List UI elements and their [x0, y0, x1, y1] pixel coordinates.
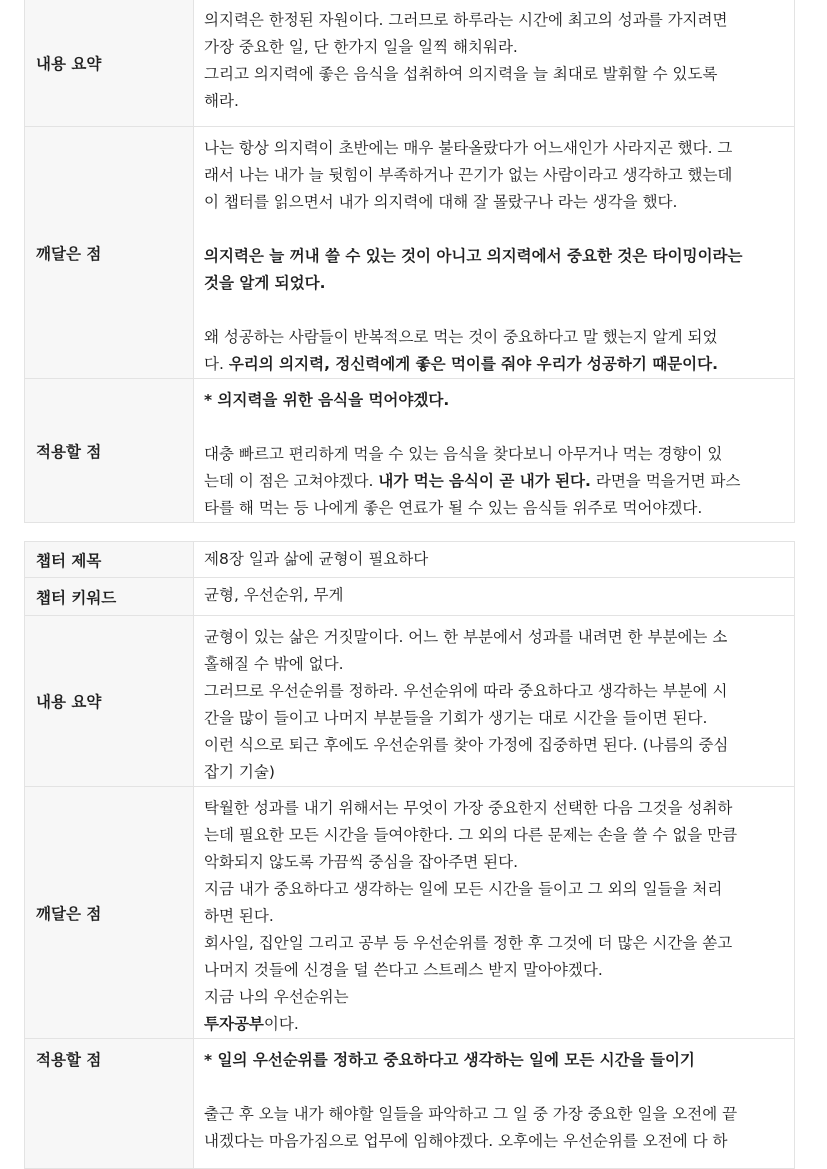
row-label: 깨달은 점	[25, 787, 194, 1039]
text-line	[204, 822, 784, 849]
text-run: 타를 해 먹는 등 나에게 좋은 연료가 될 수 있는 음식들 위주로 먹어야겠다.	[204, 499, 703, 517]
text-line	[204, 7, 784, 34]
text-line	[204, 243, 784, 270]
row-summary	[25, 0, 795, 127]
row-label: 내용 요약	[25, 616, 194, 787]
text-line	[204, 849, 784, 876]
chapter-keyword: 균형, 우선순위, 무게	[194, 578, 795, 616]
text-line	[204, 162, 784, 189]
row-content	[194, 0, 795, 127]
text-line	[204, 61, 784, 88]
row-label: 적용할 점	[25, 1039, 194, 1169]
text-line	[204, 1128, 784, 1155]
row-content	[194, 1039, 795, 1169]
text-line	[204, 930, 784, 957]
text-line	[204, 651, 784, 678]
text-run: 탁월한 성과를 내기 위해서는 무엇이 가장 중요한지 선택한 다음 그것을 성취하	[204, 799, 733, 817]
text-run: 라면을 먹을거면 파스	[590, 472, 741, 490]
text-line	[204, 88, 784, 115]
text-run: 지금 나의 우선순위는	[204, 988, 349, 1006]
bold-text: 것을 알게 되었다.	[204, 274, 326, 292]
text-run: 균형이 있는 삶은 거짓말이다. 어느 한 부분에서 성과를 내려면 한 부분에는 소	[204, 628, 728, 646]
text-run: 출근 후 오늘 내가 해야할 일들을 파악하고 그 일 중 가장 중요한 일을 오전에 끝	[204, 1105, 738, 1123]
bold-text: * 일의 우선순위를 정하고 중요하다고 생각하는 일에 모든 시간을 들이기	[204, 1051, 695, 1069]
text-run: 가장 중요한 일, 단 한가지 일을 일찍 해치워라.	[204, 38, 518, 56]
text-run: 지금 내가 중요하다고 생각하는 일에 모든 시간을 들이고 그 외의 일들을 처리	[204, 880, 723, 898]
row-application	[25, 379, 795, 523]
chapter-keyword-label: 챕터 키워드	[25, 578, 194, 616]
row-chapter-title	[25, 542, 795, 578]
text-line	[204, 468, 784, 495]
blank-line	[204, 216, 784, 243]
text-line	[204, 1047, 784, 1074]
text-run: 이 챕터를 읽으면서 내가 의지력에 대해 잘 몰랐구나 라는 생각을 했다.	[204, 193, 678, 211]
text-line	[204, 387, 784, 414]
text-line	[204, 759, 784, 786]
text-line	[204, 1101, 784, 1128]
text-run: 홀해질 수 밖에 없다.	[204, 655, 344, 673]
blank-line	[204, 1074, 784, 1101]
reading-notes-table-1	[24, 0, 795, 523]
chapter-title: 제8장 일과 삶에 균형이 필요하다	[194, 542, 795, 578]
text-run: 간을 많이 들이고 나머지 부분들을 기회가 생기는 대로 시간을 들이면 된다.	[204, 709, 708, 727]
text-run: 는데 필요한 모든 시간을 들여야한다. 그 외의 다른 문제는 손을 쓸 수 없을 만큼	[204, 826, 738, 844]
text-line	[204, 34, 784, 61]
text-run: 나머지 것들에 신경을 덜 쓴다고 스트레스 받지 말아야겠다.	[204, 961, 603, 979]
row-chapter-keyword	[25, 578, 795, 616]
text-line	[204, 678, 784, 705]
blank-line	[204, 414, 784, 441]
text-run: 회사일, 집안일 그리고 공부 등 우선순위를 정한 후 그것에 더 많은 시간을 쏟고	[204, 934, 733, 952]
text-run: 악화되지 않도록 가끔씩 중심을 잡아주면 된다.	[204, 853, 519, 871]
row-realization	[25, 127, 795, 379]
blank-line	[204, 297, 784, 324]
row-content	[194, 787, 795, 1039]
row-label: 깨달은 점	[25, 127, 194, 379]
text-line	[204, 135, 784, 162]
row-content	[194, 127, 795, 379]
text-line	[204, 1011, 784, 1038]
bold-text: 의지력은 늘 꺼내 쓸 수 있는 것이 아니고 의지력에서 중요한 것은 타이밍이라는	[204, 247, 743, 265]
text-run: 나는 항상 의지력이 초반에는 매우 불타올랐다가 어느새인가 사라지곤 했다. 그	[204, 139, 733, 157]
text-run: 이다.	[263, 1015, 299, 1033]
text-run: 그러므로 우선순위를 정하라. 우선순위에 따라 중요하다고 생각하는 부분에 시	[204, 682, 728, 700]
text-line	[204, 351, 784, 378]
text-line	[204, 957, 784, 984]
text-line	[204, 441, 784, 468]
text-run: 이런 식으로 퇴근 후에도 우선순위를 찾아 가정에 집중하면 된다. (나름의 중심	[204, 736, 729, 754]
text-line	[204, 324, 784, 351]
reading-notes-table-2	[24, 541, 795, 1169]
text-run: 잡기 기술)	[204, 763, 275, 781]
bold-text: 내가 먹는 음식이 곧 내가 된다.	[378, 472, 591, 490]
text-line	[204, 984, 784, 1011]
text-run: 하면 된다.	[204, 907, 274, 925]
row-label: 내용 요약	[25, 0, 194, 127]
row-content	[194, 616, 795, 787]
bold-text: 투자공부	[204, 1015, 264, 1033]
text-line	[204, 795, 784, 822]
chapter-title-label: 챕터 제목	[25, 542, 194, 578]
text-run: 내겠다는 마음가짐으로 업무에 임해야겠다. 오후에는 우선순위를 오전에 다 하	[204, 1132, 728, 1150]
text-run: 의지력은 한정된 자원이다. 그러므로 하루라는 시간에 최고의 성과를 가지려면	[204, 11, 728, 29]
row-application	[25, 1039, 795, 1169]
text-line	[204, 903, 784, 930]
text-run: 왜 성공하는 사람들이 반복적으로 먹는 것이 중요하다고 말 했는지 알게 되었	[204, 328, 718, 346]
bold-text: * 의지력을 위한 음식을 먹어야겠다.	[204, 391, 450, 409]
row-content	[194, 379, 795, 523]
row-realization	[25, 787, 795, 1039]
text-line	[204, 876, 784, 903]
bold-text: 우리의 의지력, 정신력에게 좋은 먹이를 줘야 우리가 성공하기 때문이다.	[228, 355, 718, 373]
text-run: 대충 빠르고 편리하게 먹을 수 있는 음식을 찾다보니 아무거나 먹는 경향이 있	[204, 445, 723, 463]
text-run: 래서 나는 내가 늘 뒷힘이 부족하거나 끈기가 없는 사람이라고 생각하고 했는데	[204, 166, 733, 184]
text-line	[204, 732, 784, 759]
text-run: 다.	[204, 355, 229, 373]
text-run: 해라.	[204, 92, 239, 110]
text-line	[204, 624, 784, 651]
row-label: 적용할 점	[25, 379, 194, 523]
text-run: 는데 이 점은 고쳐야겠다.	[204, 472, 379, 490]
text-line	[204, 189, 784, 216]
text-run: 그리고 의지력에 좋은 음식을 섭취하여 의지력을 늘 최대로 발휘할 수 있도록	[204, 65, 718, 83]
row-summary	[25, 616, 795, 787]
text-line	[204, 705, 784, 732]
text-line	[204, 270, 784, 297]
text-line	[204, 495, 784, 522]
